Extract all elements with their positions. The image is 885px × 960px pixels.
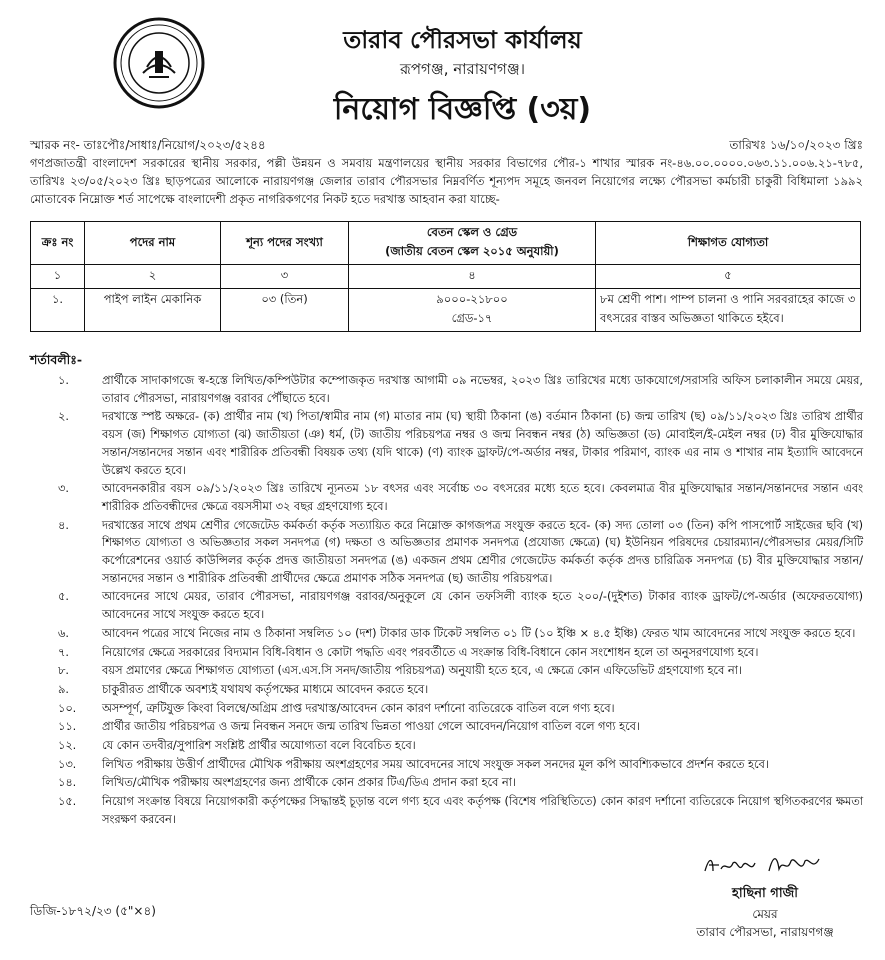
term-text: বয়স প্রমাণের ক্ষেত্রে শিক্ষাগত যোগ্যতা (এস.এস.সি সনদ/জাতীয় পরিচয়পত্র) অনুযায়ী হতে হবে, এ ক্ষেত্রে কোন এফিডেভিট গ্রহণযোগ্য হবে না। bbox=[102, 664, 742, 678]
term-number: ৫. bbox=[58, 590, 69, 604]
list-item bbox=[30, 700, 863, 718]
term-text: দরখাস্তের সাথে প্রথম শ্রেণীর গেজেটেড কর্মকর্তা কর্তৃক সত্যায়িত করে নিম্নোক্ত কাগজপত্র সংযুক্ত করতে হবে- (ক) সদ্য তোলা ০৩ (তিন) কপি পাসপোর্ট সাইজের ছবি (খ) শিক্ষাগত যোগ্যতা ও অভিজ্ঞতার সকল সনদপত্র (গ) দক্ষতা ও অভিজ্ঞতার প্রমাণক সনদপত্র (প্রযোজ্য ক্ষেত্রে) (ঘ) ইউনিয়ন পরিষদের চেয়ারম্যান/পৌরসভার মেয়র/সিটি কর্পোরেশনের ওয়ার্ড কাউন্সিলর কর্তৃক প্রদত্ত জাতীয়তা সনদপত্র (ঙ) একজন প্রথম শ্রেণীর গেজেটেড কর্মকর্তা কর্তৃক প্রদত্ত চারিত্রিক সনদপত্র (চ) বীর মুক্তিযোদ্ধার সন্তান/সন্তানদের সন্তান ও শারীরিক প্রতিবন্ধী প্রার্থীদের ক্ষেত্রে প্রমাণক সঠিক সনদপত্র (ছ) জাতীয় পরিচয়পত্র। bbox=[102, 518, 863, 585]
row-serial: ১. bbox=[31, 289, 85, 332]
row-vacancy: ০৩ (তিন) bbox=[221, 289, 349, 332]
signatory-title: মেয়র bbox=[752, 907, 778, 921]
term-text: লিখিত/মৌখিক পরীক্ষায় অংশগ্রহণের জন্য প্রার্থীকে কোন প্রকার টিএ/ডিএ প্রদান করা হবে না। bbox=[102, 776, 516, 790]
term-text: দরখাস্তে স্পষ্ট অক্ষরে- (ক) প্রার্থীর নাম (খ) পিতা/স্বামীর নাম (গ) মাতার নাম (ঘ) স্থায়ী ঠিকানা (ঙ) বর্তমান ঠিকানা (চ) জন্ম তারিখ (ছ) ০৯/১১/২০২৩ খ্রিঃ তারিখ প্রার্থীর বয়স (জ) শিক্ষাগত যোগ্যতা (ঝ) জাতীয়তা (ঞ) ধর্ম, (ট) জাতীয় পরিচয়পত্র নম্বর ও জন্ম নিবন্ধন নম্বর (ঠ) অভিজ্ঞতা (ড) মোবাইল/ই-মেইল নম্বর (ঢ) বীর মুক্তিযোদ্ধার সন্তান/সন্তানদের সন্তান এবং শারীরিক প্রতিবন্ধী বিষয়ক তথ্য (যদি থাকে) (ণ) ব্যাংক ড্রাফট/পে-অর্ডার নম্বর, টাকার পরিমাণ, ব্যাংক এর নাম ও শাখার নাম ইত্যাদি আবেদনে উল্লেখ করতে হবে। bbox=[102, 410, 863, 477]
table-row bbox=[31, 289, 861, 332]
list-item bbox=[30, 408, 863, 479]
header-post: পদের নাম bbox=[85, 222, 221, 265]
row-pay bbox=[349, 289, 596, 332]
notice-title: নিয়োগ বিজ্ঞপ্তি (৩য়) bbox=[333, 92, 592, 127]
column-number: ৫ bbox=[596, 265, 861, 289]
column-number-row bbox=[31, 265, 861, 289]
term-text: আবেদন পত্রের সাথে নিজের নাম ও ঠিকানা সম্বলিত ১০ (দশ) টাকার ডাক টিকেট সম্বলিত ০১ টি (১০ ইঞ্চি × ৪.৫ ইঞ্চি) ফেরত খাম আবেদনের সাথে সংযুক্ত করতে হবে। bbox=[102, 626, 856, 640]
handwritten-signature bbox=[685, 849, 845, 879]
list-item bbox=[30, 737, 863, 755]
signature-block bbox=[685, 849, 845, 941]
office-title: তারাব পৌরসভা কার্যালয় bbox=[343, 26, 582, 54]
table-header-row bbox=[31, 222, 861, 265]
list-item bbox=[30, 756, 863, 774]
term-number: ৪. bbox=[58, 518, 69, 532]
term-number: ১২. bbox=[58, 739, 77, 753]
term-number: ৮. bbox=[58, 664, 69, 678]
term-text: আবেদনকারীর বয়স ০৯/১১/২০২৩ খ্রিঃ তারিখে ন্যূনতম ১৮ বৎসর এবং সর্বোচ্চ ৩০ বৎসরের মধ্যে হতে হবে। কেবলমাত্র বীর মুক্তিযোদ্ধার সন্তান/সন্তানদের সন্তান এবং শারীরিক প্রতিবন্ধীদের ক্ষেত্রে বয়সসীমা ৩২ বছর গ্রহণযোগ্য হবে। bbox=[102, 482, 863, 513]
column-number: ৩ bbox=[221, 265, 349, 289]
memo-number: স্মারক নং- তাঃপৌঃ/সাধাঃ/নিয়োগ/২০২৩/৫২৪৪ bbox=[30, 138, 266, 152]
term-number: ৩. bbox=[58, 482, 69, 496]
list-item bbox=[30, 644, 863, 662]
header-pay-subtitle: (জাতীয় বেতন স্কেল ২০১৫ অনুযায়ী) bbox=[385, 244, 559, 258]
term-text: যে কোন তদবীর/সুপারিশ সংশ্লিষ্ট প্রার্থীর অযোগ্যতা বলে বিবেচিত হবে। bbox=[102, 739, 416, 753]
term-number: ১১. bbox=[58, 720, 77, 734]
term-text: চাকুরীরত প্রার্থীকে অবশ্যই যথাযথ কর্তৃপক্ষের মাধ্যমে আবেদন করতে হবে। bbox=[102, 682, 429, 696]
term-number: ১৫. bbox=[58, 795, 77, 809]
header-serial: ক্রঃ নং bbox=[31, 222, 85, 265]
list-item bbox=[30, 793, 863, 828]
list-item bbox=[30, 625, 863, 643]
term-text: নিয়োগ সংক্রান্ত বিষয়ে নিয়োগকারী কর্তৃপক্ষের সিদ্ধান্তই চূড়ান্ত বলে গণ্য হবে এবং কর্তৃপক্ষ (বিশেষ পরিস্থিতিতে) কোন কারণ দর্শানো ব্যতিরেকে নিয়োগ স্থগিতকরণের ক্ষমতা সংরক্ষণ করবেন। bbox=[102, 795, 863, 826]
list-item bbox=[30, 774, 863, 792]
term-number: ৭. bbox=[58, 645, 69, 659]
term-text: আবেদনের সাথে মেয়র, তারাব পৌরসভা, নারায়ণগঞ্জ বরাবর/অনুকূলে যে কোন তফসিলী ব্যাংক হতে ২০০/-(দুইশত) টাকার ব্যাংক ড্রাফট/পে-অর্ডার (অফেরতযোগ্য) আবেদনের সাথে সংযুক্ত করতে হবে। bbox=[102, 590, 863, 622]
header-qualification: শিক্ষাগত যোগ্যতা bbox=[596, 222, 861, 265]
term-number: ৬. bbox=[58, 626, 69, 640]
term-number: ১. bbox=[58, 374, 69, 387]
signatory-name: হাছিনা গাজী bbox=[732, 886, 798, 901]
column-number: ২ bbox=[85, 265, 221, 289]
term-text: প্রার্থীকে সাদাকাগজে স্ব-হস্তে লিখিত/কম্পিউটার কম্পোজকৃত দরখাস্ত আগামী ০৯ নভেম্বর, ২০২৩ খ্রিঃ তারিখের মধ্যে ডাকযোগে/সরাসরি অফিস চলাকালীন সময়ে মেয়র, তারাব পৌরসভা, নারায়ণগঞ্জ বরাবর পৌঁছাতে হবে। bbox=[102, 374, 863, 405]
notice-date: তারিখঃ ১৬/১০/২০২৩ খ্রিঃ bbox=[729, 138, 863, 152]
office-location: রূপগঞ্জ, নারায়ণগঞ্জ। bbox=[399, 60, 526, 78]
terms-list bbox=[30, 372, 863, 830]
term-number: ২. bbox=[58, 410, 69, 424]
column-number: ১ bbox=[31, 265, 85, 289]
term-text: প্রার্থীর জাতীয় পরিচয়পত্র ও জন্ম নিবন্ধন সনদে জন্ম তারিখ ভিন্নতা পাওয়া গেলে আবেদন/নিয়োগ বাতিল বলে গণ্য হবে। bbox=[102, 720, 640, 734]
list-item bbox=[30, 480, 863, 515]
term-text: নিয়োগের ক্ষেত্রে সরকারের বিদ্যমান বিধি-বিধান ও কোটা পদ্ধতি এবং পরবর্তীতে এ সংক্রান্ত বিধি-বিধানে কোন সংশোধন হলে তা অনুসরণযোগ্য হবে। bbox=[102, 645, 759, 659]
header-vacancy: শূন্য পদের সংখ্যা bbox=[221, 222, 349, 265]
column-number: ৪ bbox=[349, 265, 596, 289]
term-number: ১৪. bbox=[58, 776, 77, 790]
vacancy-table bbox=[30, 221, 861, 332]
list-item bbox=[30, 718, 863, 736]
list-item bbox=[30, 662, 863, 680]
list-item bbox=[30, 588, 863, 623]
header-pay-title: বেতন স্কেল ও গ্রেড bbox=[426, 225, 518, 239]
term-text: অসম্পূর্ণ, ত্রুটিযুক্ত কিংবা বিলম্বে/অগ্রিম প্রাপ্ত দরখাস্ত/আবেদন কোন কারণ দর্শানো ব্যতিরেকে বাতিল বলে গণ্য হবে। bbox=[102, 701, 615, 715]
signatory-office: তারাব পৌরসভা, নারায়ণগঞ্জ bbox=[696, 925, 834, 939]
term-number: ১৩. bbox=[58, 757, 77, 771]
row-qualification: ৮ম শ্রেণী পাশ। পাম্প চালনা ও পানি সরবরাহের কাজে ৩ বৎসরের বাস্তব অভিজ্ঞতা থাকিতে হইবে। bbox=[596, 289, 861, 332]
row-pay-scale: ৯০০০-২১৮০০ bbox=[436, 292, 508, 306]
terms-heading: শর্তাবলীঃ- bbox=[30, 352, 83, 367]
row-grade: গ্রেড-১৭ bbox=[451, 311, 493, 325]
list-item bbox=[30, 517, 863, 588]
row-post-name: পাইপ লাইন মেকানিক bbox=[85, 289, 221, 332]
footer-code: ডিজি-১৮৭২/২৩ (৫"×৪) bbox=[30, 904, 156, 918]
intro-paragraph: গণপ্রজাতন্ত্রী বাংলাদেশ সরকারের স্থানীয় সরকার, পল্লী উন্নয়ন ও সমবায় মন্ত্রণালয়ের স্থানীয় সরকার বিভাগের পৌর-১ শাখার স্মারক নং-৪৬.০০.০০০০.০৬৩.১১.০০৬.২১-৭৮৫, তারিখঃ ২৩/০৫/২০২৩ খ্রিঃ ছাড়পত্রের আলোকে নারায়ণগঞ্জ জেলার তারাব পৌরসভার নিম্নবর্ণিত শূন্যপদ সমূহে জনবল নিয়োগের লক্ষ্যে পৌরসভা কর্মচারী চাকুরী বিধিমালা ১৯৯২ মোতাবেক নিম্নোক্ত শর্ত সাপেক্ষে বাংলাদেশী প্রকৃত নাগরিকগণের নিকট হতে দরখাস্ত আহবান করা যাচ্ছে- bbox=[30, 156, 863, 206]
term-number: ৯. bbox=[58, 682, 69, 696]
list-item bbox=[30, 372, 863, 407]
term-text: লিখিত পরীক্ষায় উত্তীর্ণ প্রার্থীদের মৌখিক পরীক্ষায় অংশগ্রহণের সময় আবেদনের সাথে সংযুক্ত সকল সনদের মূল কপি আবশ্যিকভাবে প্রদর্শন করতে হবে। bbox=[102, 757, 769, 771]
list-item bbox=[30, 681, 863, 699]
header-pay bbox=[349, 222, 596, 265]
term-number: ১০. bbox=[58, 701, 77, 715]
